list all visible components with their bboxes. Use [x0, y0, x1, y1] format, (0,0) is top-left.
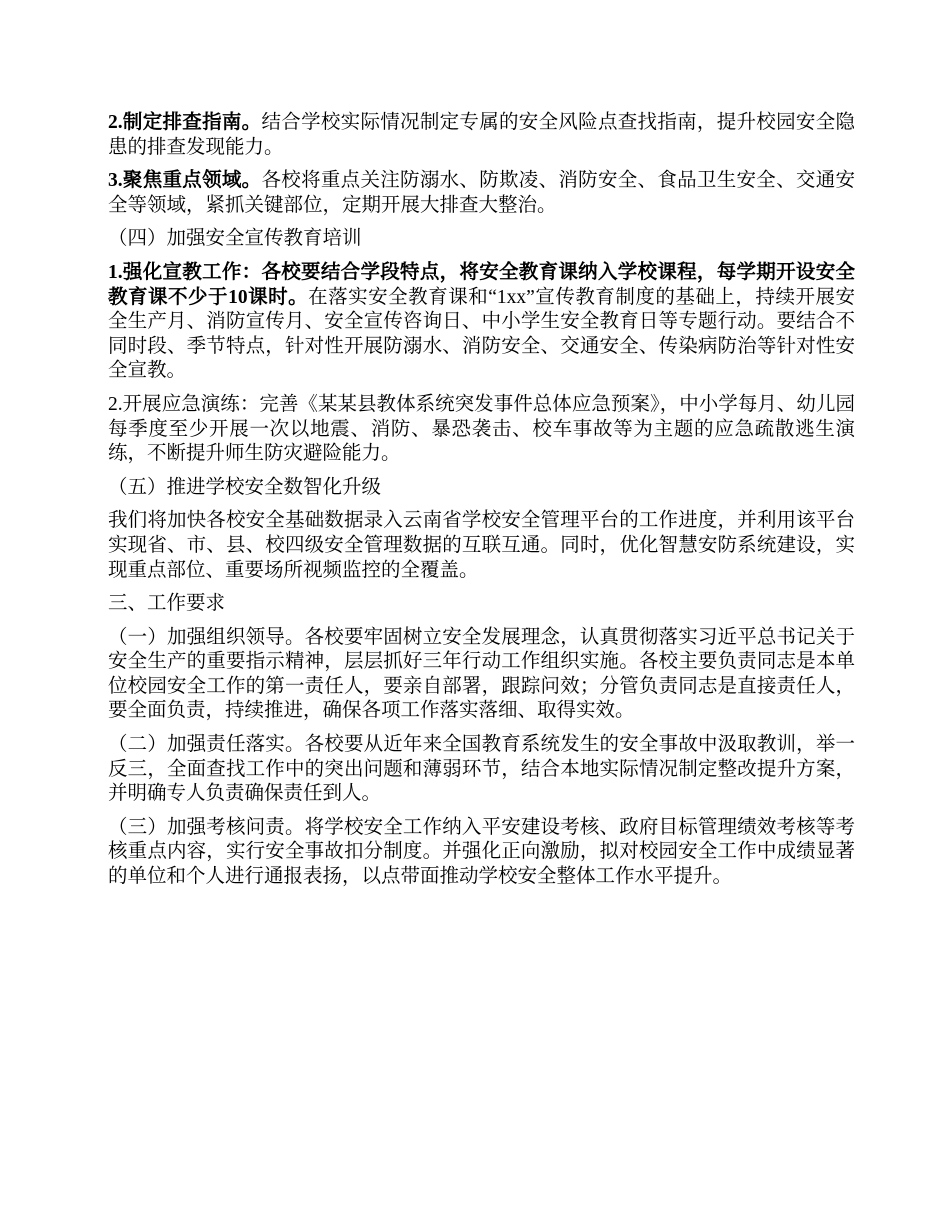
paragraph-inspection-guide-lead: 2.制定排查指南。	[108, 112, 262, 133]
paragraph-assessment-accountability	[108, 816, 855, 890]
paragraph-publicity-education-lead: 1.强化宣教工作：各校要结合学段特点，将安全教育课纳入学校课程，每学期开设安全教育课不少于10课时。	[108, 261, 855, 308]
paragraph-publicity-education	[108, 261, 855, 384]
paragraph-key-areas-lead: 3.聚焦重点领域。	[108, 170, 262, 192]
heading-section-four	[108, 227, 855, 252]
heading-work-requirements	[108, 592, 855, 617]
paragraph-emergency-drill	[108, 393, 855, 467]
heading-work-requirements-text: 三、工作要求	[108, 593, 226, 615]
paragraph-assessment-accountability-text: （三）加强考核问责。将学校安全工作纳入平安建设考核、政府目标管理绩效考核等考核重点内容，实行安全事故扣分制度。并强化正向激励，拟对校园安全工作中成绩显著的单位和个人进行通报表扬，以点带面推动学校安全整体工作水平提升。	[108, 816, 855, 888]
paragraph-inspection-guide-body: 结合学校实际情况制定专属的安全风险点查找指南，提升校园安全隐患的排查发现能力。	[108, 112, 855, 158]
paragraph-key-areas-body: 各校将重点关注防溺水、防欺凌、消防安全、食品卫生安全、交通安全等领域，紧抓关键部位，定期开展大排查大整治。	[108, 170, 855, 216]
heading-section-five-text: （五）推进学校安全数智化升级	[108, 476, 382, 498]
paragraph-emergency-drill-text: 2.开展应急演练：完善《某某县教体系统突发事件总体应急预案》，中小学每月、幼儿园每季度至少开展一次以地震、消防、暴恐袭击、校车事故等为主题的应急疏散逃生演练，不断提升师生防灾避险能力。	[108, 393, 855, 465]
paragraph-responsibility-implementation-text: （二）加强责任落实。各校要从近年来全国教育系统发生的安全事故中汲取教训，举一反三，全面查找工作中的突出问题和薄弱环节，结合本地实际情况制定整改提升方案，并明确专人负责确保责任到人。	[108, 734, 855, 805]
heading-section-five	[108, 476, 855, 501]
paragraph-digital-upgrade	[108, 509, 855, 583]
paragraph-key-areas	[108, 169, 855, 218]
paragraph-digital-upgrade-text: 我们将加快各校安全基础数据录入云南省学校安全管理平台的工作进度，并利用该平台实现省、市、县、校四级安全管理数据的互联互通。同时，优化智慧安防系统建设，实现重点部位、重要场所视频监控的全覆盖。	[108, 510, 855, 581]
paragraph-inspection-guide	[108, 111, 855, 160]
paragraph-responsibility-implementation	[108, 733, 855, 807]
paragraph-organizational-leadership-text: （一）加强组织领导。各校要牢固树立安全发展理念，认真贯彻落实习近平总书记关于安全生产的重要指示精神，层层抓好三年行动工作组织实施。各校主要负责同志是本单位校园安全工作的第一责任人，要亲自部署，跟踪问效；分管负责同志是直接责任人，要全面负责，持续推进，确保各项工作落实落细、取得实效。	[108, 626, 855, 722]
paragraph-publicity-education-body: 在落实安全教育课和“1xx”宣传教育制度的基础上，持续开展安全生产月、消防宣传月、安全宣传咨询日、中小学生安全教育日等专题行动。要结合不同时段、季节特点，针对性开展防溺水、消防安全、交通安全、传染病防治等针对性安全宣教。	[108, 286, 855, 382]
paragraph-organizational-leadership	[108, 626, 855, 724]
heading-section-four-text: （四）加强安全宣传教育培训	[108, 228, 362, 250]
